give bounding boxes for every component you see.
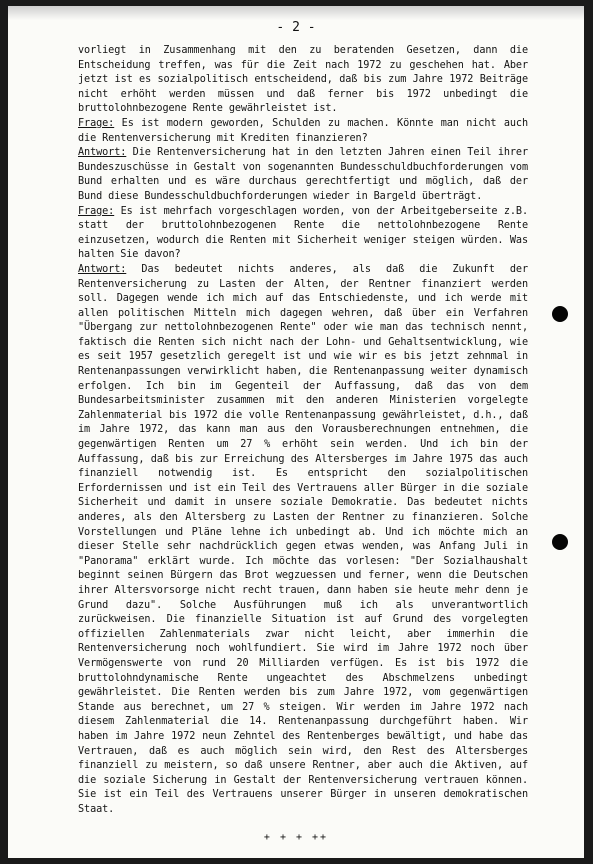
- answer-label: Antwort:: [78, 263, 127, 275]
- page-number: - 2 -: [276, 20, 316, 35]
- end-marker: + + + ++: [263, 832, 329, 843]
- document-page: [8, 6, 584, 858]
- question-text: Es ist modern geworden, Schulden zu machen. Könnte man nicht auch die Rentenversicherung mit Krediten finanzieren?: [78, 117, 528, 144]
- punch-hole-lower: [552, 534, 568, 550]
- question-label: Frage:: [78, 117, 115, 129]
- answer-text: Die Rentenversicherung hat in den letzten Jahren einen Teil ihrer Bundeszuschüsse in Gestalt von sogenannten Bundesschuldbuchforderungen vom Bund erhalten und es wäre durchaus gerechtfertigt und möglich, daß der Bund diese Bundesschuldbuchforderungen wieder in Bargeld überträgt.: [78, 147, 528, 202]
- answer-text: Das bedeutet nichts anderes, als daß die Zukunft der Rentenversicherung zu Lasten der Alten, der Rentner finanziert werden soll. Dagegen wende ich mich auf das Entschiedenste, und ich werde mit allen politischen Mitteln mich dagegen wehren, daß über ein Verfahren "Übergang zur nettolohnbezogenen Rente" oder wie man das technisch nennt, faktisch die Renten sich nicht nach der Lohn- und Gehaltsentwicklung, wie es seit 1957 gesetzlich geregelt ist und wie wir es bis jetzt zehnmal in Rentenanpassungen verwirklicht haben, die Rentenanpassung weiter dynamisch erfolgen. Ich bin im Gegenteil der Auffassung, daß das von dem Bundesarbeitsminister zusammen mit den anderen Ministerien vorgelegte Zahlenmaterial bis 1972 die volle Rentenanpassung gewährleistet, d.h., daß im Jahre 1972, das kann man aus den Vorausberechnungen entnehmen, die gegenwärtigen Renten um 27 % erhöht sein werden. Und ich bin der Auffassung, daß bis zur Erreichung des Altersberges im Jahre 1975 das auch finanziell notwendig ist. Es entspricht den sozialpolitischen Erfordernissen und ist ein Teil des Vertrauens aller Bürger in die soziale Sicherheit und damit in unsere soziale Demokratie. Das bedeutet nichts anderes, als den Altersberg zu Lasten der Rentner zu finanzieren. Solche Vorstellungen und Pläne lehne ich unbedingt ab. Und ich möchte mich an dieser Stelle sehr nachdrücklich gegen etwas wenden, was Anfang Juli in "Panorama" erklärt wurde. Ich möchte das vorlesen: "Der Sozialhaushalt beginnt seinen Bürgern das Brot wegzuessen und ferner, wenn die Deutschen ihrer Altersvorsorge nicht recht trauen, dann haben sie heute mehr denn je Grund dazu". Solche Ausführungen muß ich als unverantwortlich zurückweisen. Die finanzielle Situation ist auf Grund des vorgelegten offiziellen Zahlenmaterials zwar nicht leicht, aber immerhin die Rentenversicherung noch wohlfundiert. Sie wird im Jahre 1972 noch über Vermögenswerte von rund 20 Milliarden verfügen. Es ist bis 1972 die bruttolohndynamische Rente ungeachtet des Abschmelzens unbedingt gewährleistet. Die Renten werden bis zum Jahre 1972, vom gegenwärtigen Stande aus berechnet, um 27 % steigen. Wir werden im Jahre 1972 nach diesem Zahlenmaterial die 14. Rentenanpassung durchgeführt haben. Wir haben im Jahre 1972 neun Zehntel des Rentenberges bewältigt, und habe das Vertrauen, daß es auch möglich sein wird, den Rest des Altersberges finanziell zu meistern, so daß unsere Rentner, aber auch die Aktiven, auf die soziale Sicherung in Gestalt der Rentenversicherung vertrauen können. Sie ist ein Teil des Vertrauens unserer Bürger in unseren demokratischen Staat.: [78, 263, 528, 815]
- question-label: Frage:: [78, 205, 115, 217]
- question-2: [78, 205, 528, 263]
- answer-2: [78, 263, 528, 818]
- answer-label: Antwort:: [78, 147, 127, 159]
- question-text: Es ist mehrfach vorgeschlagen worden, von der Arbeitgeberseite z.B. statt der bruttolohnbezogenen Rente die nettolohnbezogene Rente einzusetzen, wodurch die Renten mit Sicherheit weniger steigen würden. Was halten Sie davon?: [78, 205, 528, 261]
- intro-paragraph: vorliegt in Zusammenhang mit den zu beratenden Gesetzen, dann die Entscheidung treffen, was für die Zeit nach 1972 zu geschehen hat. Aber jetzt ist es sozialpolitisch entscheidend, daß bis zum Jahre 1972 Beiträge nicht erhöht werden müssen und daß ferner bis 1972 unbedingt die bruttolohnbezogene Rente gewährleistet ist.: [78, 45, 528, 115]
- document-body: [78, 44, 528, 817]
- answer-1: [78, 146, 528, 204]
- question-1: [78, 117, 528, 146]
- punch-hole-upper: [552, 306, 568, 322]
